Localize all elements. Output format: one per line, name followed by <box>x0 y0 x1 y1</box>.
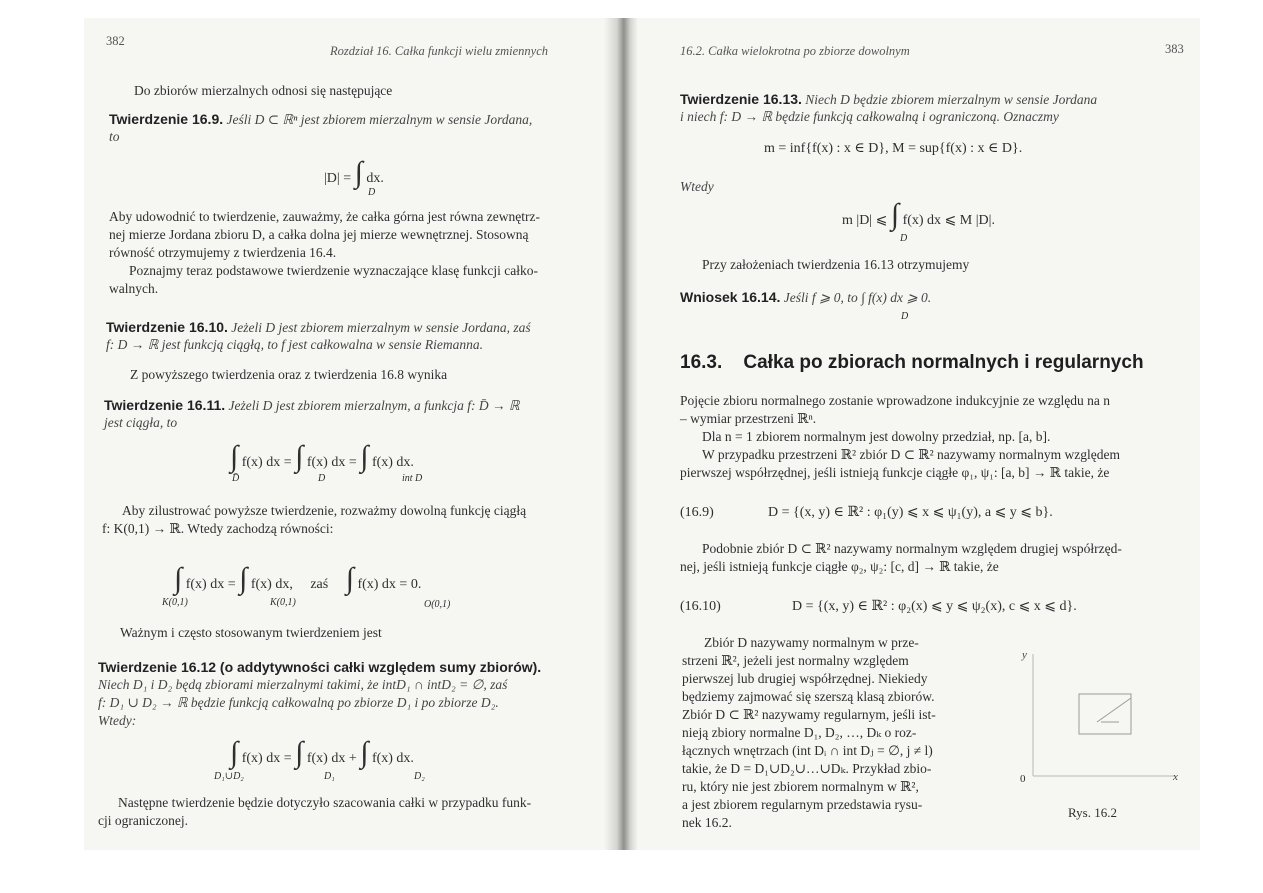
paragraph-line: Aby udowodnić to twierdzenie, zauważmy, że całka górna jest równa zewnętrz- <box>109 209 540 224</box>
integral-sign: ∫ <box>345 562 354 595</box>
theorem-text: to <box>109 129 120 144</box>
equation-rhs: f(x) dx ⩽ M |D|. <box>902 213 995 228</box>
paragraph-line: Pojęcie zbioru normalnego zostanie wprowadzone indukcyjnie ze względu na n <box>680 393 1110 408</box>
integral-domain: K(0,1) <box>270 597 296 608</box>
intro-line: Do zbiorów mierzalnych odnosi się następujące <box>134 83 393 98</box>
integral-domain: D <box>900 233 908 244</box>
integral-domain: D <box>368 187 376 198</box>
theorem-label: Twierdzenie 16.13. <box>680 91 802 107</box>
equation-word: zaś <box>310 577 329 592</box>
paragraph-line: pierwszej współrzędnej, jeśli istnieją funkcje ciągłe φ₁, ψ₁: [a, b] → ℝ takie, że <box>680 465 1110 480</box>
paragraph-line: łącznych wnętrzach (int Dᵢ ∩ int Dⱼ = ∅, j ≠ l) <box>682 743 933 758</box>
equation <box>230 440 414 474</box>
paragraph-line: Aby zilustrować powyższe twierdzenie, rozważmy dowolną funkcję ciągłą <box>122 503 527 518</box>
paragraph-line: równość otrzymujemy z twierdzenia 16.4. <box>109 245 337 260</box>
paragraph-line: ru, który nie jest zbiorem normalnym w ℝ², <box>682 779 919 794</box>
paragraph-line: Podobnie zbiór D ⊂ ℝ² nazywamy normalnym względem drugiej współrzęd- <box>702 541 1122 556</box>
theorem-text: f: D₁ ∪ D₂ → ℝ będzie funkcją całkowalną po zbiorze D₁ i po zbiorze D₂. <box>98 695 499 710</box>
region-d <box>1079 694 1131 734</box>
integral-sign: ∫ <box>360 736 369 769</box>
paragraph-line: takie, że D = D₁∪D₂∪…∪Dₖ. Przykład zbio- <box>682 761 932 776</box>
region-divider <box>1097 698 1131 722</box>
theorem-text: Jeżeli D jest zbiorem mierzalnym w sensie Jordana, zaś <box>231 320 531 335</box>
integral-domain: D₂ <box>414 771 425 782</box>
integral-sign: ∫ <box>354 156 363 189</box>
integral-domain: D <box>901 311 909 322</box>
equation-lhs: m |D| ⩽ <box>842 213 888 228</box>
theorem-16-11 <box>104 396 520 415</box>
equation-term: f(x) dx = <box>241 751 292 766</box>
paragraph-line: a jest zbiorem regularnym przedstawia rysu- <box>682 797 923 812</box>
integral-sign: ∫ <box>295 440 304 473</box>
figure-caption: Rys. 16.2 <box>1068 805 1117 820</box>
integral-sign: ∫ <box>890 198 900 231</box>
equation-term: f(x) dx + <box>306 751 357 766</box>
equation-number: (16.10) <box>680 599 721 614</box>
paragraph-line: strzeni ℝ², jeżeli jest normalny względem <box>682 653 909 668</box>
paragraph-line: Dla n = 1 zbiorem normalnym jest dowolny przedział, np. [a, b]. <box>702 429 1051 444</box>
equation-term: f(x) dx = 0. <box>357 577 422 592</box>
equation-term: f(x) dx. <box>371 751 414 766</box>
theorem-text: jest ciągła, to <box>104 415 178 430</box>
right-page <box>620 18 1200 850</box>
paragraph-line: Poznajmy teraz podstawowe twierdzenie wyznaczające klasę funkcji całko- <box>129 263 538 278</box>
equation-term: f(x) dx = <box>306 455 357 470</box>
integral-domain: O(0,1) <box>424 599 451 610</box>
equation: D = {(x, y) ∈ ℝ² : φ₁(y) ⩽ x ⩽ ψ₁(y), a ⩽ y ⩽ b}. <box>768 505 1053 520</box>
paragraph-line: Zbiór D nazywamy normalnym w prze- <box>704 635 919 650</box>
theorem-16-10 <box>106 318 531 337</box>
paragraph-line: walnych. <box>109 281 159 296</box>
equation-term: f(x) dx = <box>241 455 292 470</box>
section-title: Całka po zbiorach normalnych i regularnych <box>743 352 1144 373</box>
equation: m = inf{f(x) : x ∈ D}, M = sup{f(x) : x ∈ D}. <box>764 141 1023 156</box>
theorem-text: Jeśli D ⊂ ℝⁿ jest zbiorem mierzalnym w sensie Jordana, <box>226 112 533 127</box>
theorem-label: Twierdzenie 16.10. <box>106 319 228 335</box>
running-head: 16.2. Całka wielokrotna po zbiorze dowolnym <box>680 44 910 58</box>
equation-number: (16.9) <box>680 505 714 520</box>
equation-lhs: |D| = <box>324 171 352 186</box>
paragraph-line: nek 16.2. <box>682 815 732 830</box>
left-page <box>84 18 620 850</box>
running-head: Rozdział 16. Całka funkcji wielu zmiennych <box>330 44 549 58</box>
corollary-16-14 <box>680 288 931 307</box>
paragraph-line: cji ograniczonej. <box>98 813 188 828</box>
equation <box>842 198 995 232</box>
theorem-text: Niech D będzie zbiorem mierzalnym w sensie Jordana <box>805 92 1098 107</box>
section-number: 16.3. <box>680 352 723 373</box>
paragraph-line: – wymiar przestrzeni ℝⁿ. <box>680 411 817 426</box>
integral-domain: D <box>318 473 326 484</box>
book-gutter <box>604 18 638 850</box>
theorem-text: Jeżeli D jest zbiorem mierzalnym, a funkcja f: D̄ → ℝ <box>228 398 520 413</box>
book-spread <box>84 18 1200 850</box>
paragraph-line: Przy założeniach twierdzenia 16.13 otrzymujemy <box>702 257 970 272</box>
theorem-text: f: D → ℝ jest funkcją ciągłą, to f jest całkowalna w sensie Riemanna. <box>106 337 484 352</box>
paragraph-line: Zbiór D ⊂ ℝ² nazywamy regularnym, jeśli ist- <box>682 707 936 722</box>
integral-domain: D₁ <box>324 771 335 782</box>
figure-16-2 <box>1015 646 1185 796</box>
paragraph-line: nieją zbiory normalne D₁, D₂, …, Dₖ o roz- <box>682 725 917 740</box>
equation <box>230 736 414 770</box>
equation-term: f(x) dx. <box>371 455 414 470</box>
axis-label-y: y <box>1022 649 1027 661</box>
integral-sign: ∫ <box>174 562 183 595</box>
axis-label-x: x <box>1173 771 1178 783</box>
section-heading <box>680 354 1144 372</box>
integral-sign: ∫ <box>360 440 369 473</box>
theorem-text: Wtedy: <box>98 713 137 728</box>
integral-sign: ∫ <box>239 562 248 595</box>
theorem-text: Wtedy <box>680 179 714 194</box>
integral-domain: D̄ <box>232 473 240 484</box>
paragraph-line: f: K(0,1) → ℝ. Wtedy zachodzą równości: <box>102 521 334 536</box>
equation-term: f(x) dx = <box>185 577 236 592</box>
paragraph-line: nej, jeśli istnieją funkcje ciągłe φ₂, ψ₂: [c, d] → ℝ takie, że <box>680 559 999 574</box>
corollary-label: Wniosek 16.14. <box>680 289 781 305</box>
paragraph-line: pierwszej lub drugiej współrzędnej. Niekiedy <box>682 671 928 686</box>
theorem-text: i niech f: D → ℝ będzie funkcją całkowalną i ograniczoną. Oznaczmy <box>680 109 1059 124</box>
paragraph-line: Ważnym i często stosowanym twierdzeniem jest <box>120 625 382 640</box>
integral-domain: K(0,1) <box>162 597 188 608</box>
theorem-label: Twierdzenie 16.9. <box>109 111 224 127</box>
paragraph-line: Z powyższego twierdzenia oraz z twierdzenia 16.8 wynika <box>130 367 448 382</box>
theorem-text: Niech D₁ i D₂ będą zbiorami mierzalnymi takimi, że intD₁ ∩ intD₂ = ∅, zaś <box>98 677 508 692</box>
integral-sign: ∫ <box>230 736 239 769</box>
corollary-text: Jeśli f ⩾ 0, to ∫ f(x) dx ⩾ 0. <box>783 290 932 305</box>
integral-sign: ∫ <box>230 440 239 473</box>
theorem-label: Twierdzenie 16.12 (o addytywności całki względem sumy zbiorów). <box>98 659 542 675</box>
integral-domain: int D <box>402 473 423 484</box>
axis-origin: 0 <box>1020 773 1026 785</box>
theorem-label: Twierdzenie 16.11. <box>104 397 226 413</box>
equation-rhs: dx. <box>366 171 384 186</box>
equation: D = {(x, y) ∈ ℝ² : φ₂(x) ⩽ y ⩽ ψ₂(x), c ⩽ x ⩽ d}. <box>792 599 1077 614</box>
equation <box>174 562 421 596</box>
paragraph-line: nej mierze Jordana zbioru D, a całka dolna jej mierze wewnętrznej. Stosowną <box>109 227 529 242</box>
paragraph-line: W przypadku przestrzeni ℝ² zbiór D ⊂ ℝ² nazywamy normalnym względem <box>702 447 1120 462</box>
paragraph-line: będziemy zajmować się szerszą klasą zbiorów. <box>682 689 935 704</box>
page-number: 383 <box>1165 42 1184 56</box>
equation-term: f(x) dx, <box>250 577 293 592</box>
integral-domain: D₁∪D₂ <box>214 771 244 782</box>
theorem-16-9 <box>109 110 532 129</box>
page-number: 382 <box>106 34 125 48</box>
integral-sign: ∫ <box>295 736 304 769</box>
theorem-16-13 <box>680 90 1097 109</box>
paragraph-line: Następne twierdzenie będzie dotyczyło szacowania całki w przypadku funk- <box>118 795 532 810</box>
